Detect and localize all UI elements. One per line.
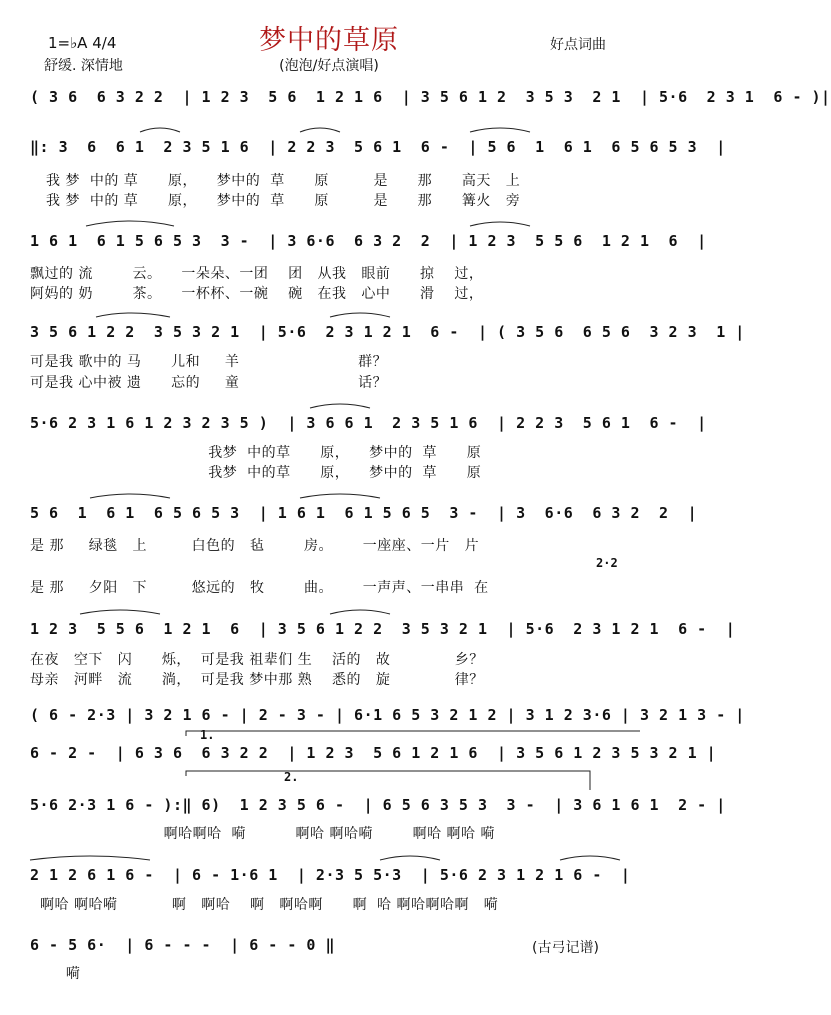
lyric-line-7a: 在夜 空下 闪 烁， 可是我 祖辈们 生 活的 故 乡？ [30, 652, 484, 668]
lyric-line-3a: 飘过的 流 云。 一朵朵、一团 团 从我 眼前 掠 过， [30, 266, 484, 282]
notation-line-5: 5·6 2 3 1 6 1 2 3 2 3 5 ) | 3 6 6 1 2 3 5 1 6 | 2 2 3 5 6 1 6 - | [30, 414, 707, 432]
lyric-line-4b: 可是我 心中被 遗 忘的 童 话？ [30, 375, 388, 391]
notation-line-4: 3 5 6 1 2 2 3 5 3 2 1 | 5·6 2 3 1 2 1 6 - | ( 3 5 6 6 5 6 3 2 3 1 | [30, 323, 745, 341]
notation-line-11: 2 1 2 6 1 6 - | 6 - 1·6 1 | 2·3 5 5·3 | 5·6 2 3 1 2 1 6 - | [30, 866, 631, 884]
composer-credit: 好点词曲 [550, 37, 606, 53]
lyric-line-3b: 阿妈的 奶 茶。 一杯杯、一碗 碗 在我 心中 滑 过， [30, 286, 484, 302]
notation-line-7: 1 2 3 5 5 6 1 2 1 6 | 3 5 6 1 2 2 3 5 3 2 1 | 5·6 2 3 1 2 1 6 - | [30, 620, 736, 638]
first-ending-mark: 1. [200, 728, 215, 742]
lyric-line-5b: 我梦 中的草 原， 梦中的 草 原 [30, 465, 482, 481]
song-title: 梦中的草原 [259, 25, 399, 56]
lyric-line-7b: 母亲 河畔 流 淌， 可是我 梦中那 熟 悉的 旋 律？ [30, 672, 484, 688]
notation-line-9: 6 - 2 - | 6 3 6 6 3 2 2 | 1 2 3 5 6 1 2 1 6 | 3 5 6 1 2 3 5 3 2 1 | [30, 744, 717, 762]
notation-line-6: 5 6 1 6 1 6 5 6 5 3 | 1 6 1 6 1 5 6 5 3 - | 3 6·6 6 3 2 2 | [30, 504, 698, 522]
variant-notes: 2·2 [596, 556, 618, 570]
second-ending-mark: 2. [284, 770, 299, 784]
key-signature: 1=♭A 4/4 [48, 34, 117, 52]
notation-line-10: 5·6 2·3 1 6 - ):‖ 6) 1 2 3 5 6 - | 6 5 6 3 5 3 3 - | 3 6 1 6 1 2 - | [30, 796, 726, 814]
lyric-line-11: 啊哈 啊哈嗬 啊 啊哈 啊 啊哈啊 啊 哈 啊哈啊哈啊 嗬 [40, 897, 499, 913]
tempo-marking: 舒缓. 深情地 [44, 58, 123, 74]
notation-line-3: 1 6 1 6 1 5 6 5 3 3 - | 3 6·6 6 3 2 2 | 1 2 3 5 5 6 1 2 1 6 | [30, 232, 707, 250]
lyric-line-2b: 我 梦 中的 草 原， 梦中的 草 原 是 那 篝火 旁 [46, 193, 521, 209]
notation-line-8: ( 6 - 2·3 | 3 2 1 6 - | 2 - 3 - | 6·1 6 5 3 2 1 2 | 3 1 2 3·6 | 3 2 1 3 - | [30, 706, 745, 724]
lyric-line-2a: 我 梦 中的 草 原， 梦中的 草 原 是 那 高天 上 [46, 173, 521, 189]
lyric-line-6b: 是 那 夕阳 下 悠远的 牧 曲。 一声声、一串串 在 [30, 580, 489, 596]
lyric-line-4a: 可是我 歌中的 马 儿和 羊 群？ [30, 354, 388, 370]
lyric-line-10: 啊哈啊哈 嗬 啊哈 啊哈嗬 啊哈 啊哈 嗬 [30, 826, 496, 842]
transcriber-credit: (古弓记谱) [532, 940, 599, 956]
notation-line-2: ‖: 3 6 6 1 2 3 5 1 6 | 2 2 3 5 6 1 6 - | 5 6 1 6 1 6 5 6 5 3 | [30, 138, 726, 156]
lyric-line-12: 嗬 [56, 966, 81, 982]
performers: (泡泡/好点演唱) [279, 58, 379, 74]
notation-line-12: 6 - 5 6· | 6 - - - | 6 - - 0 ‖ [30, 936, 335, 954]
lyric-line-6a: 是 那 绿毯 上 白色的 毡 房。 一座座、一片 片 [30, 538, 480, 554]
lyric-line-5a: 我梦 中的草 原， 梦中的 草 原 [30, 445, 482, 461]
notation-line-1: ( 3 6 6 3 2 2 | 1 2 3 5 6 1 2 1 6 | 3 5 6 1 2 3 5 3 2 1 | 5·6 2 3 1 6 - )| [30, 88, 831, 106]
